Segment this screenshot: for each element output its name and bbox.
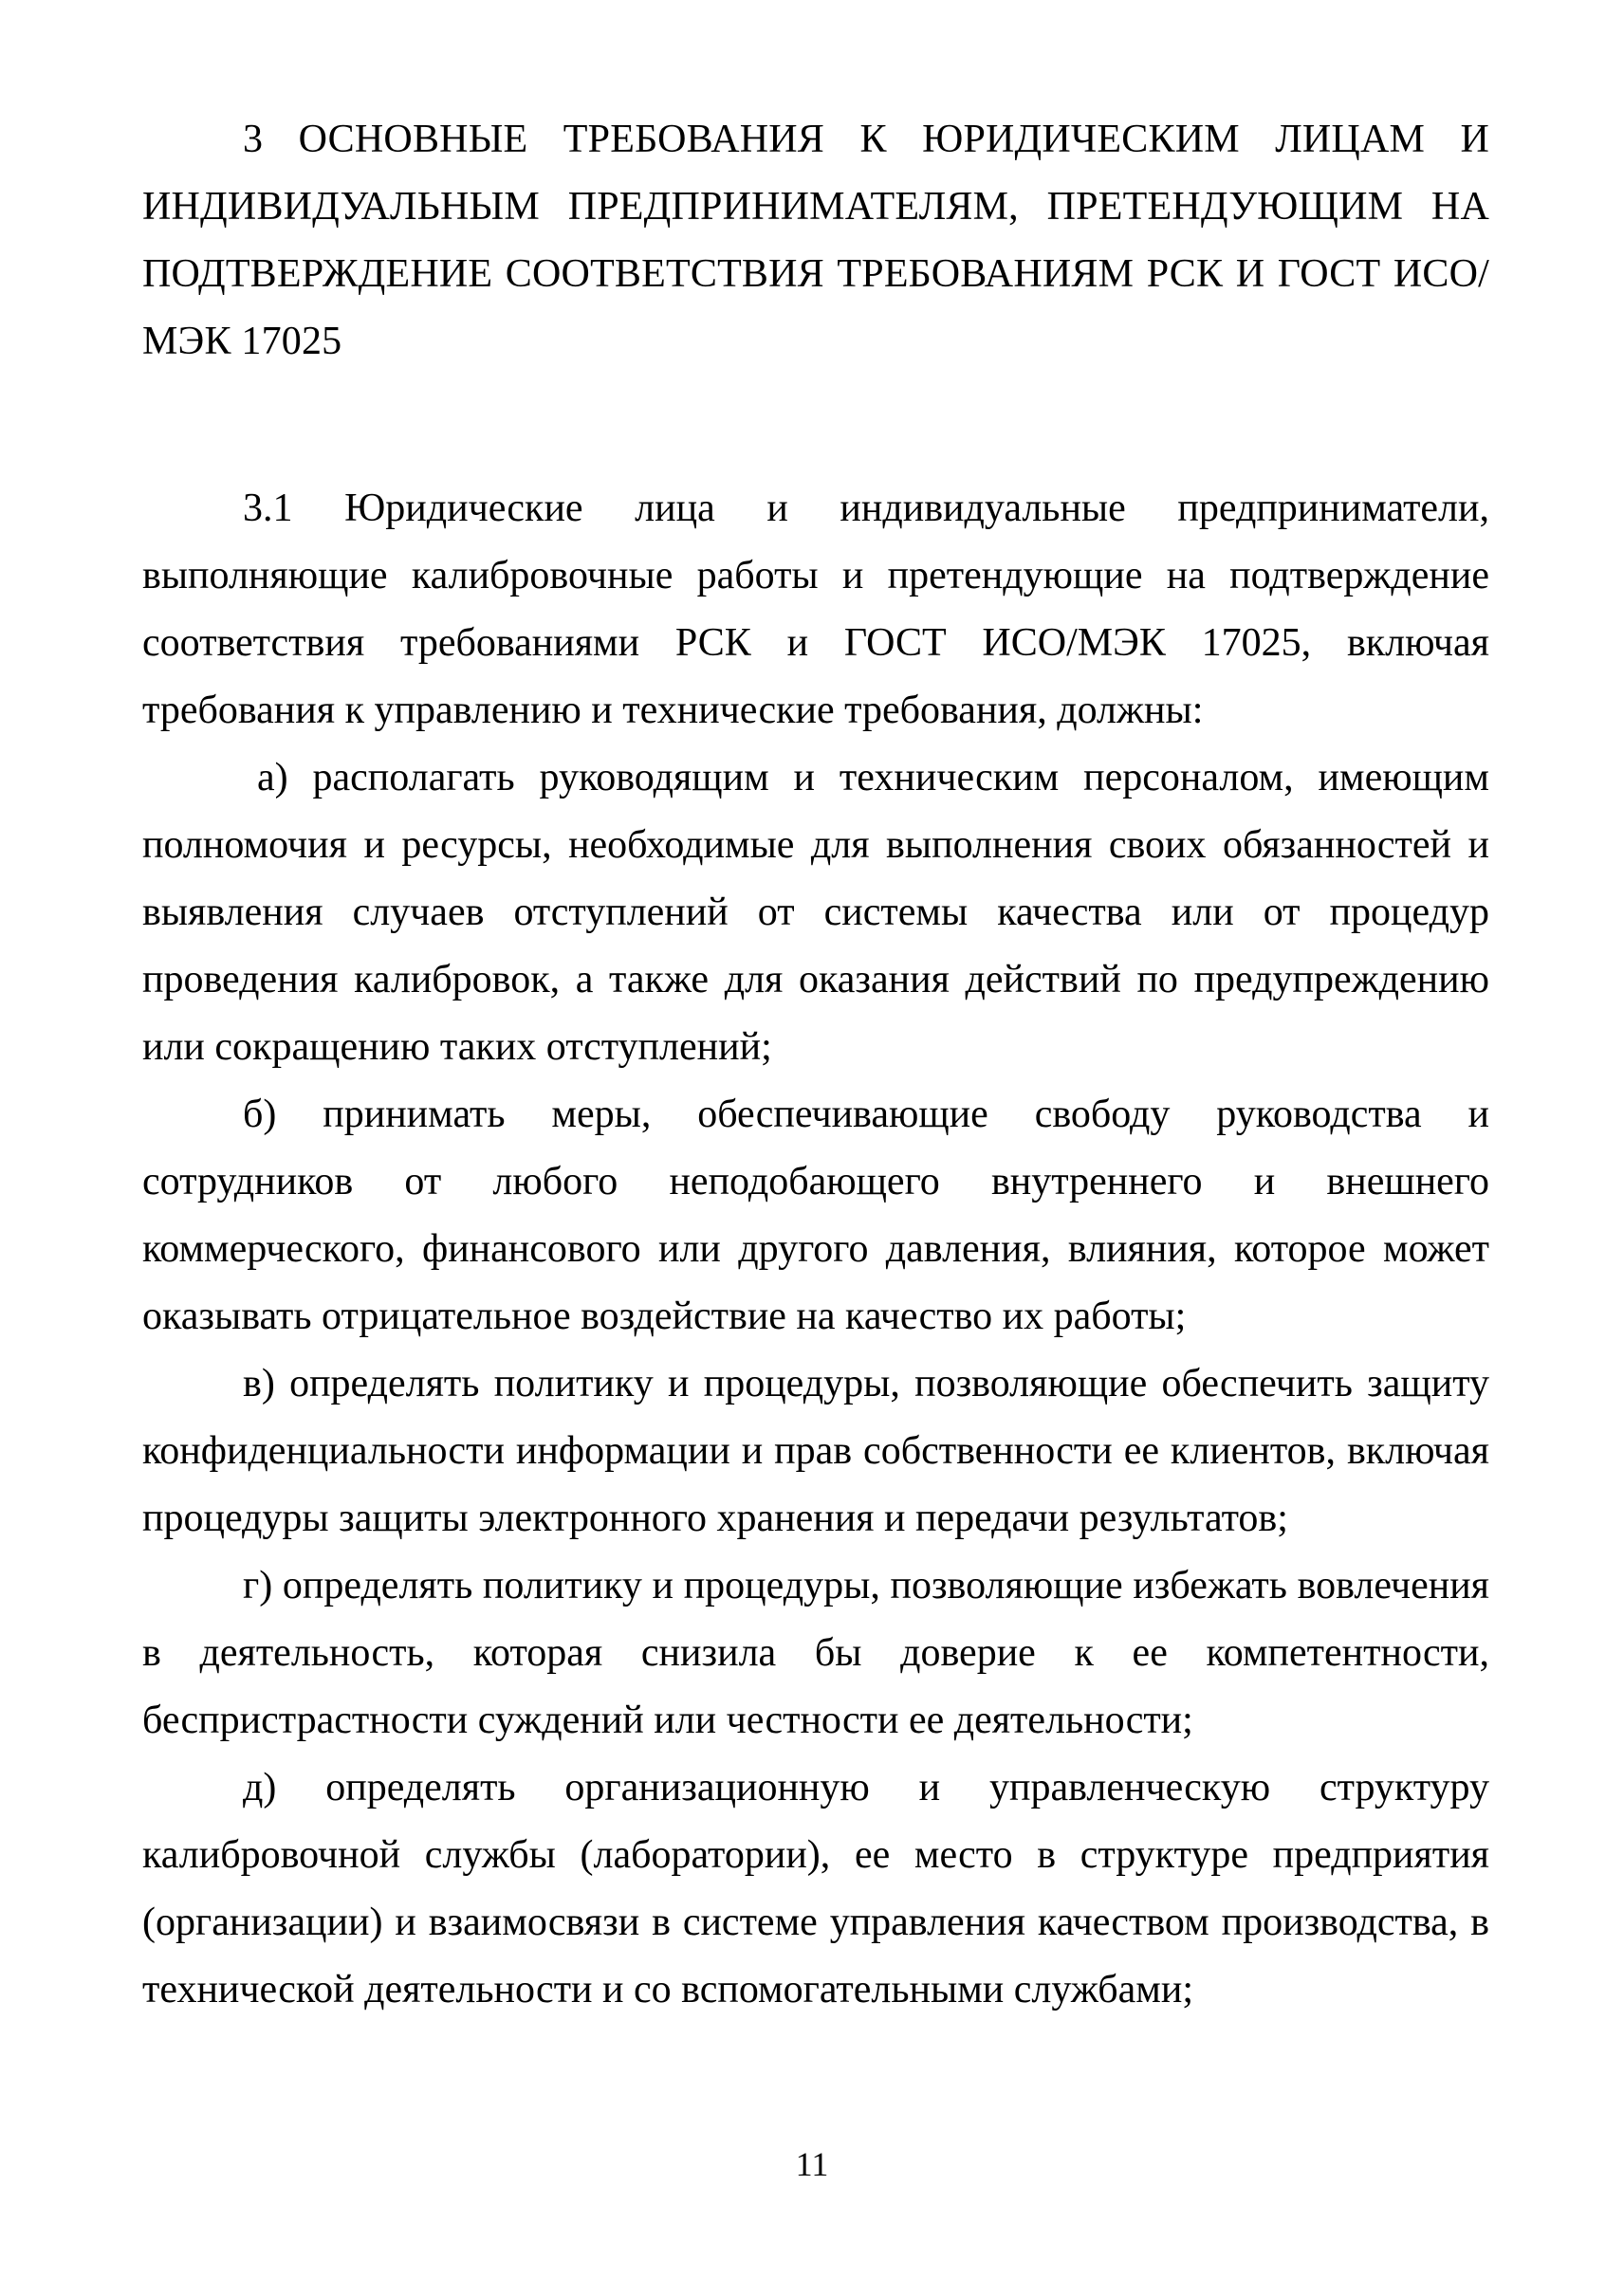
heading-spacer xyxy=(142,376,1489,475)
document-body xyxy=(142,106,1489,2024)
list-item-v: в) определять политику и процедуры, позволяющие обеспечить защиту конфиденциальности информации и прав собственности ее клиентов, включая процедуры защиты электронного хранения и передачи результатов; xyxy=(142,1362,1489,1540)
section-heading: 3 ОСНОВНЫЕ ТРЕБОВАНИЯ К ЮРИДИЧЕСКИМ ЛИЦАМ И ИНДИВИДУАЛЬНЫМ ПРЕДПРИНИМАТЕЛЯМ, ПРЕТЕНДУЮЩИМ НА ПОДТВЕРЖДЕНИЕ СООТВЕТСТВИЯ ТРЕБОВАНИЯМ РСК И ГОСТ ИСО/МЭК 17025 xyxy=(142,118,1489,363)
list-item-g: г) определять политику и процедуры, позволяющие избежать вовлечения в деятельность, которая снизила бы доверие к ее компетентности, беспристрастности суждений или честности ее деятельности; xyxy=(142,1564,1489,1742)
page-number: 11 xyxy=(795,2145,829,2183)
list-item-d: д) определять организационную и управленческую структуру калибровочной службы (лаборатории), ее место в структуре предприятия (организации) и взаимосвязи в системе управления качеством производства, в технической деятельности и со вспомогательными службами; xyxy=(142,1766,1489,2011)
list-item-b: б) принимать меры, обеспечивающие свободу руководства и сотрудников от любого неподобающего внутреннего и внешнего коммерческого, финансового или другого давления, влияния, которое может оказывать отрицательное воздействие на качество их работы; xyxy=(142,1093,1489,1338)
intro-paragraph: 3.1 Юридические лица и индивидуальные предприниматели, выполняющие калибровочные работы и претендующие на подтверждение соответствия требованиями РСК и ГОСТ ИСО/МЭК 17025, включая требования к управлению и технические требования, должны: xyxy=(142,487,1489,732)
list-item-a: а) располагать руководящим и техническим персоналом, имеющим полномочия и ресурсы, необходимые для выполнения своих обязанностей и выявления случаев отступлений от системы качества или от процедур проведения калибровок, а также для оказания действий по предупреждению или сокращению таких отступлений; xyxy=(142,756,1489,1069)
